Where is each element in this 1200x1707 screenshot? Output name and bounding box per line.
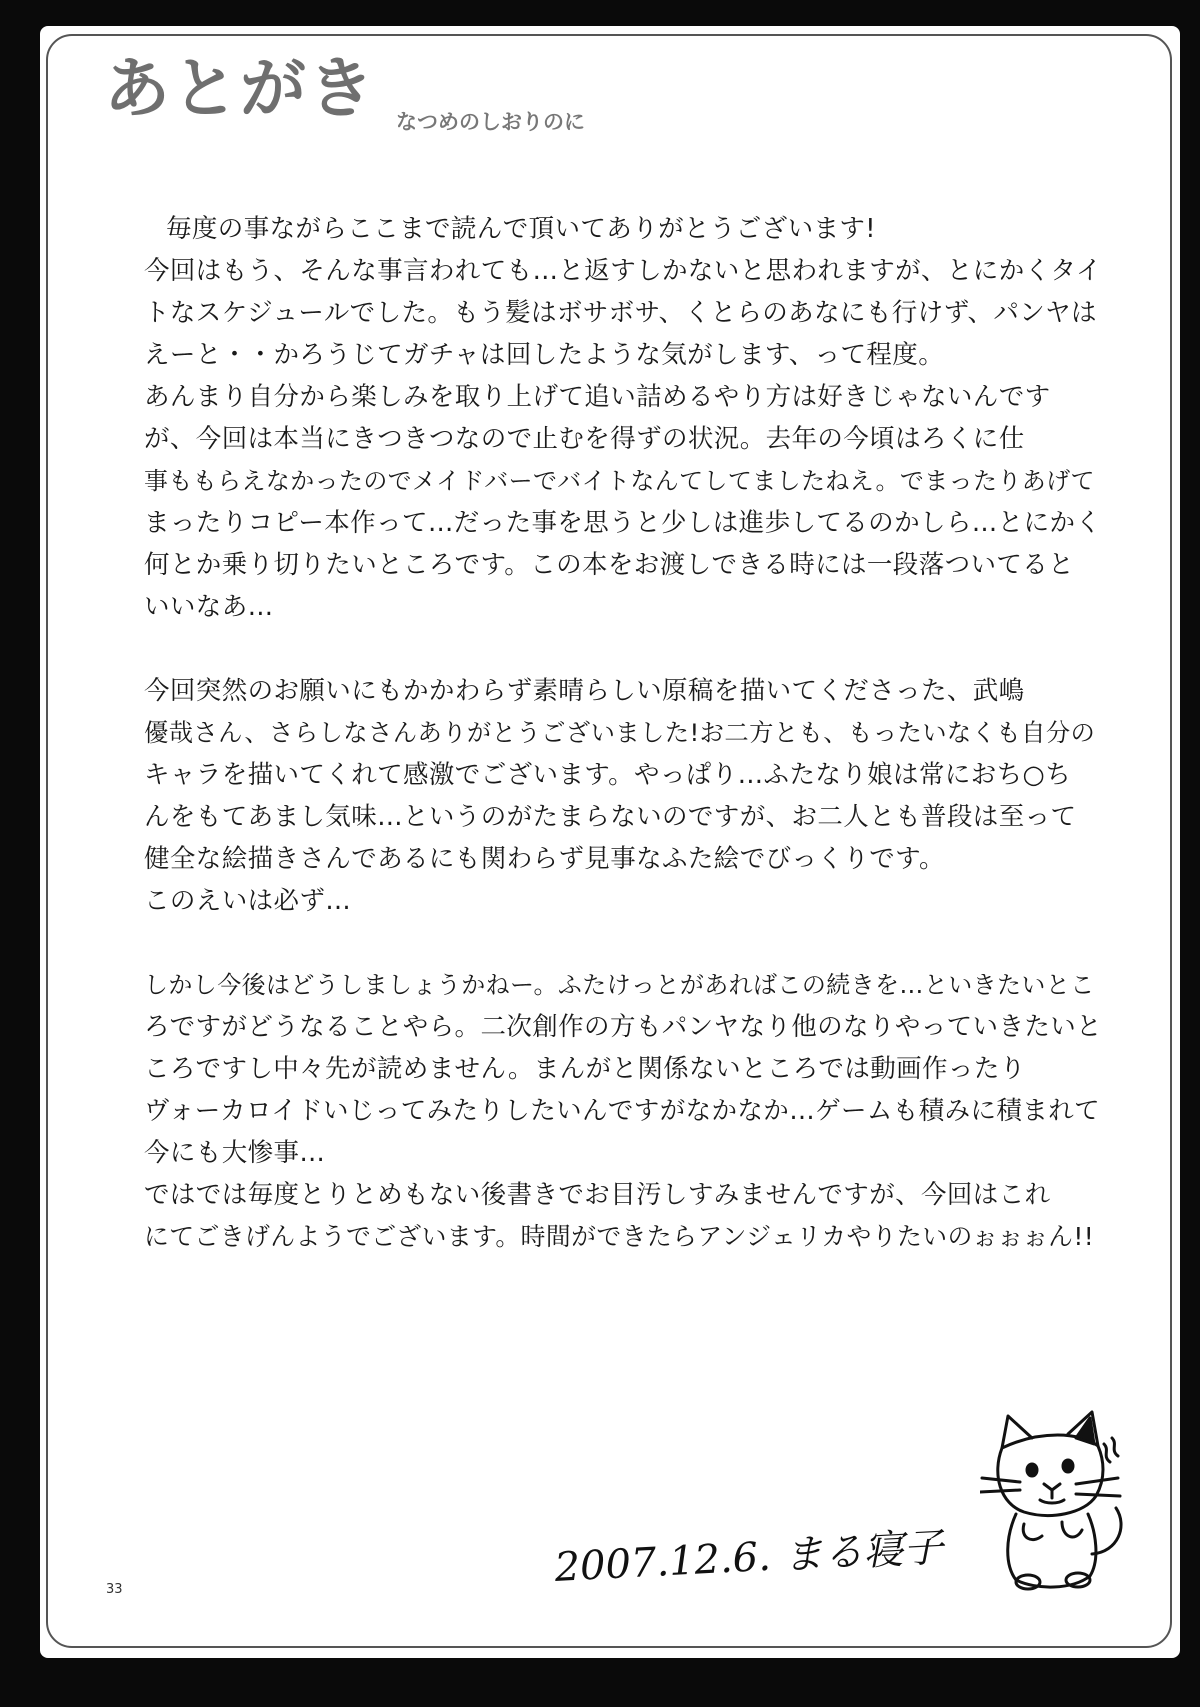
text-line: ろですがどうなることやら。二次創作の方もパンヤなり他のなりやっていきたいと	[144, 1012, 1103, 1042]
text-line: ヴォーカロイドいじってみたりしたいんですがなかなか…ゲームも積みに積まれて	[144, 1096, 1101, 1126]
paragraph-gap	[144, 628, 1104, 670]
text-line: 今にも大惨事…	[144, 1138, 326, 1168]
text-line: このえいは必ず…	[144, 886, 352, 916]
text-line: 何とか乗り切りたいところです。この本をお渡しできる時には一段落ついてると	[144, 550, 1075, 580]
text-line: んをもてあまし気味…というのがたまらないのですが、お二人とも普段は至って	[144, 802, 1077, 832]
text-line: ころですし中々先が読めません。まんがと関係ないところでは動画作ったり	[144, 1054, 1026, 1084]
text-line: 健全な絵描きさんであるにも関わらず見事なふた絵でびっくりです。	[144, 844, 945, 874]
text-line: しかし今後はどうしましょうかねー。ふたけっとがあればこの続きを…といきたいとこ	[144, 971, 1095, 999]
cat-doodle-icon	[980, 1404, 1130, 1594]
paragraph-gap	[144, 922, 1104, 964]
page-title: あとがき	[104, 50, 376, 127]
text-line: あんまり自分から楽しみを取り上げて追い詰めるやり方は好きじゃないんです	[144, 382, 1051, 412]
page-number: 33	[106, 1582, 123, 1597]
text-line: まったりコピー本作って…だった事を思うと少しは進歩してるのかしら…とにかく	[144, 508, 1102, 538]
text-line: 事ももらえなかったのでメイドバーでバイトなんてしてましたねえ。でまったりあげて	[144, 467, 1095, 495]
afterword-body	[144, 208, 1104, 1258]
text-line: えーと・・かろうじてガチャは回したような気がします、って程度。	[144, 340, 945, 370]
text-line: にてごきげんようでございます。時間ができたらアンジェリカやりたいのぉぉぉん!!	[144, 1222, 1095, 1251]
signature: 2007.12.6. まる寝子	[553, 1524, 945, 1592]
text-line: 今回はもう、そんな事言われても…と返すしかないと思われますが、とにかくタイ	[144, 256, 1102, 286]
text-line: ではでは毎度とりとめもない後書きでお目汚しすみませんですが、今回はこれ	[144, 1180, 1051, 1210]
text-line: いいなあ…	[144, 592, 274, 622]
text-line: トなスケジュールでした。もう髪はボサボサ、くとらのあなにも行けず、パンヤは	[144, 298, 1097, 328]
text-line: キャラを描いてくれて感激でございます。やっぱり…ふたなり娘は常におち○ち	[144, 760, 1072, 790]
text-line: が、今回は本当にきつきつなので止むを得ずの状況。去年の今頃はろくに仕	[144, 424, 1025, 454]
text-line: 毎度の事ながらここまで読んで頂いてありがとうございます!	[166, 214, 876, 244]
page-subtitle: なつめのしおりのに	[396, 110, 585, 134]
text-line: 優哉さん、さらしなさんありがとうございました!お二方とも、もったいなくも自分の	[144, 718, 1096, 747]
text-line: 今回突然のお願いにもかかわらず素晴らしい原稿を描いてくださった、武嶋	[144, 676, 1025, 706]
